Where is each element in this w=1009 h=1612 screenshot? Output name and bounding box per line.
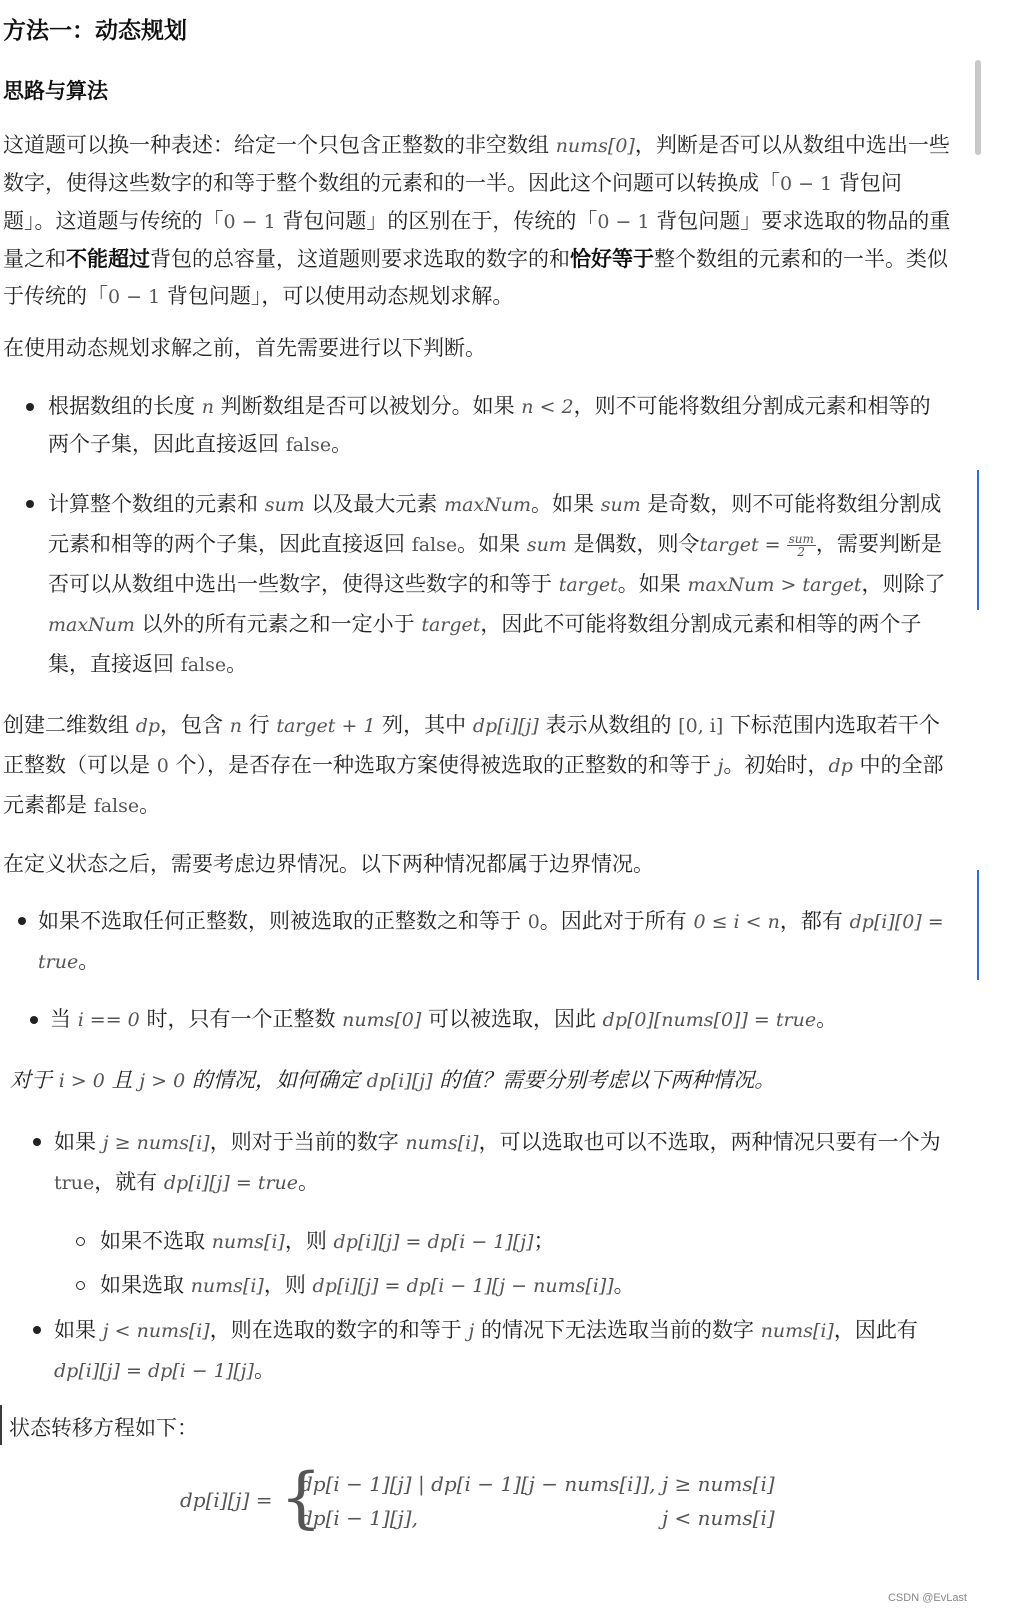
left-brace-icon: { [280, 1459, 322, 1536]
bullet-icon [33, 1326, 41, 1334]
left-rule [0, 1405, 2, 1445]
edge-marker [977, 870, 979, 980]
case1-expression: dp[i − 1][j] | dp[i − 1][j − nums[i]], [300, 1472, 656, 1496]
transition-paragraph: 状态转移方程如下： [9, 1416, 198, 1440]
sub-bullet-icon [76, 1281, 85, 1290]
equation-lhs: dp[i][j] = [180, 1488, 273, 1512]
case2-condition: j < nums[i] [662, 1506, 775, 1530]
scrollbar-thumb[interactable] [975, 60, 981, 155]
bullet-icon [26, 500, 34, 508]
watermark: CSDN @EvLast [887, 1592, 967, 1604]
boundary-paragraph: 在定义状态之后，需要考虑边界情况。以下两种情况都属于边界情况。 [3, 852, 654, 876]
list-item-length-check: 根据数组的长度 n 判断数组是否可以被划分。如果 n < 2，则不可能将数组分割成元素和相等的两个子集，因此直接返回 false。 [48, 394, 931, 456]
page-title: 方法一：动态规划 [3, 18, 187, 44]
fraction: $\frac{\text{sum}}{2}$ [788, 531, 814, 559]
sub-item-not-select: 如果不选取 nums[i]，则 dp[i][j] = dp[i − 1][j]； [100, 1229, 555, 1253]
bullet-icon [30, 1016, 38, 1024]
list-item-sum-check: 计算整个数组的元素和 sum 以及最大元素 maxNum。如果 sum 是奇数，则不可能将数组分割成元素和相等的两个子集，因此直接返回 false。如果 sum 是偶数，则令target = $\frac{\text{sum}}{2}$ ，需要判断是否可以从数组中选出一些数字，使得这些数字的和等于 target。如果 maxNum > target，则除了 maxNum 以外的所有元素之和一定小于 target，因此不可能将数组分割成元素和相等的两个子集，直接返回 false。 [48, 492, 946, 676]
list-item-case-lt: 如果 j < nums[i]，则在选取的数字的和等于 j 的情况下无法选取当前的数字 nums[i]，因此有 dp[i][j] = dp[i − 1][j]。 [54, 1318, 918, 1382]
bullet-icon [18, 917, 26, 925]
bullet-icon [26, 403, 34, 411]
transition-equation [180, 1459, 800, 1542]
list-item-case-ge: 如果 j ≥ nums[i]，则对于当前的数字 nums[i]，可以选取也可以不选取，两种情况只要有一个为 true，就有 dp[i][j] = true。 [54, 1130, 941, 1194]
create-dp-paragraph: 创建二维数组 dp，包含 n 行 target + 1 列，其中 dp[i][j] 表示从数组的 [0, i] 下标范围内选取若干个正整数（可以是 0 个），是否存在一种选取方案使得被选取的正整数的和等于 j。初始时，dp 中的全部元素都是 false。 [3, 713, 944, 817]
sub-item-select: 如果选取 nums[i]，则 dp[i][j] = dp[i − 1][j − nums[i]]。 [100, 1273, 635, 1297]
section-heading: 思路与算法 [3, 79, 108, 103]
case1-condition: j ≥ nums[i] [662, 1472, 775, 1496]
case2-expression: dp[i − 1][j], [300, 1506, 418, 1530]
pre-check-paragraph: 在使用动态规划求解之前，首先需要进行以下判断。 [3, 336, 486, 360]
general-case-paragraph: 对于 i > 0 且 j > 0 的情况，如何确定 dp[i][j] 的值？需要分别考虑以下两种情况。 [10, 1068, 776, 1092]
list-item-boundary-first: 当 i == 0 时，只有一个正整数 nums[0] 可以被选取，因此 dp[0][nums[0]] = true。 [50, 1007, 838, 1031]
list-item-boundary-zero: 如果不选取任何正整数，则被选取的正整数之和等于 0。因此对于所有 0 ≤ i < n，都有 dp[i][0] = true。 [38, 909, 944, 973]
bullet-icon [33, 1138, 41, 1146]
edge-marker [977, 470, 979, 610]
intro-paragraph: 这道题可以换一种表述：给定一个只包含正整数的非空数组 nums[0]，判断是否可以从数组中选出一些数字，使得这些数字的和等于整个数组的元素和的一半。因此这个问题可以转换成「0 − 1 背包问题」。这道题与传统的「0 − 1 背包问题」的区别在于，传统的「0 − 1 背包问题」要求选取的物品的重量之和不能超过背包的总容量，这道题则要求选取的数字的和恰好等于整个数组的元素和的一半。类似于传统的「0 − 1 背包问题」，可以使用动态规划求解。 [3, 133, 951, 308]
sub-bullet-icon [76, 1237, 85, 1246]
